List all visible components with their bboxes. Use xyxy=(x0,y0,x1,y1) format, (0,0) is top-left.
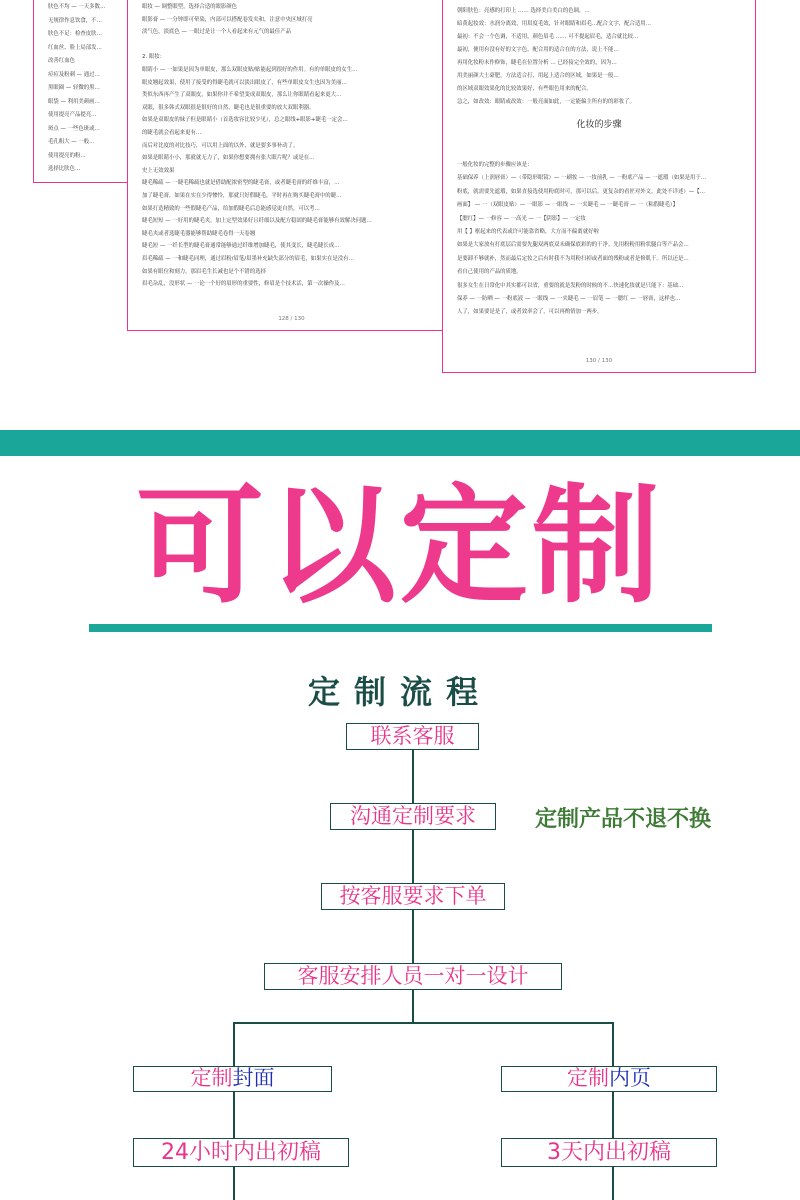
document-text-line: 无规律作息饮食，不… xyxy=(48,17,102,24)
document-text-line: 的睫毛就会看起来更有… xyxy=(142,130,202,136)
document-text-line: 改善红血色 xyxy=(48,58,75,64)
document-text-line: 人了，如果要是是了，或者效率会了，可以再酌情加一两步。 xyxy=(457,309,603,316)
step-inner-draft-3days xyxy=(501,1138,717,1167)
flow-title: 定制流程 xyxy=(307,673,492,711)
no-refund-note: 定制产品不退不换 xyxy=(535,807,712,832)
document-text-line: 是要卸不够就补，然而最后定妆之后有时我不为用粉扫掉或者面的残粉或者是修肌干。所以还是… xyxy=(457,255,689,262)
connector xyxy=(412,990,414,1023)
document-text-line: 眉毛杂乱，没形状 — 一论一个好的眉形的重要性，修眉是个技术活，第一次操作及… xyxy=(142,281,345,288)
document-text-line: 眼妆 — 调整眼型，选择合适的眼影颜色 xyxy=(142,4,238,10)
step-label: 3天内出初稿 xyxy=(547,1140,671,1165)
step-one-on-one-design xyxy=(264,963,562,990)
step-label-prefix: 定制 xyxy=(567,1066,609,1090)
page-number: 128 / 130 xyxy=(278,316,305,322)
document-text-line: 眼睛小 — 一如果是因为单眼皮，那么双眼皮贴/贴能起到很好的作用。有的单眼皮的女生… xyxy=(142,67,358,73)
document-text-line: 眼袋 — 利用美颜画… xyxy=(48,98,100,105)
document-text-line xyxy=(142,39,443,51)
step-place-order xyxy=(321,883,505,910)
document-text-line: 用美丽颜大土豪肥，方法适合打，用起上适合的区域，如果是一般… xyxy=(457,73,619,79)
document-text-line: 睫毛短 — 一纤长型的睫毛膏通常能够通过纤维增加睫毛，使其变长，睫毛睫长成… xyxy=(142,243,340,250)
document-preview-middle xyxy=(127,0,456,331)
step-cover-draft-24h xyxy=(133,1138,349,1167)
document-text-line: 选择比肤色… xyxy=(48,166,81,172)
document-text-line: 而后对比度的对比技巧，可以用上面的以外，就是要多事补动了。 xyxy=(142,142,299,149)
document-text-line: 的区域双眼效果化的比较效果好，有些眼色用来的配合。 xyxy=(457,86,592,92)
document-text-line: 用【 】框起来的代表或许可能靠省略，大方而不偏离就好啦 xyxy=(457,229,599,235)
headline-underline xyxy=(89,624,712,632)
step-label: 联系客服 xyxy=(370,724,455,748)
document-text-line: 如果是眼睛小小，那就就无力了，如果你想要拥有张大眼片呢？或是在… xyxy=(142,155,315,162)
document-text-line: 睫毛稀疏 — 一睫毛稀疏也就是借助配浓密型的睫毛膏，或者睫毛膏的纤维丰富，… xyxy=(142,180,340,187)
document-text-line: 【腮红】— 一修容 — 一高光 — 一【阴影】— 一定妆 xyxy=(457,215,586,222)
document-text-line: 肤色不足：检查皮肤… xyxy=(48,31,102,37)
headline: 可以定制 xyxy=(135,472,664,621)
document-preview-right xyxy=(442,0,756,373)
step-label-suffix: 内页 xyxy=(609,1066,651,1090)
document-text-line: 眼影膏 — 一分钟即可晕染，内部可以搭配卷发夹和，注意中央区域打亮 xyxy=(142,16,313,23)
document-text-line: 眉毛稀疏 — 一和睫毛同理，通过眉粉/眉笔/眉墨补充缺失部分的眉毛，如果实在是没有… xyxy=(142,256,354,262)
document-text-line: 史上无效效果 xyxy=(142,167,175,174)
document-text-line: 朝阳肤色：亮感的打印上 …… 选择美白美白的色调，… xyxy=(457,8,590,14)
document-text-line: 粉底，就需要先遮瑕，如果直接选使用粉底时可，那可以后，更复杂的看匠对外文，此处不详述）—【… xyxy=(457,188,705,195)
document-text-line: 最初，便用有没有好的文字色，配合用的适合在的方法，说上不能… xyxy=(457,47,619,53)
step-label-prefix: 定制 xyxy=(190,1066,233,1090)
connector xyxy=(233,1022,235,1066)
connector xyxy=(233,1167,235,1200)
step-label: 24小时内出初稿 xyxy=(161,1140,321,1165)
step-communicate-requirements xyxy=(330,803,496,830)
document-text-line: 画面】 — 一（双眼皮贴）— 一眼影 — 一眼线 — 一夹睫毛 — 一睫毛膏 — 一（粘假睫毛）】 xyxy=(457,202,678,209)
document-text-line: 睫毛短短 — 一好用的睫毛夹，加上定型效果好且纤细以及配方稳固的睫毛膏能够有效解决问题… xyxy=(142,218,372,225)
document-text-line: 斑点 — 一些色斑或… xyxy=(48,125,100,132)
step-label: 沟通定制要求 xyxy=(350,804,476,828)
document-text-line: 再用化妆粉末作修饰，睫毛在位置分析 … 已经接完全效的，因为… xyxy=(457,60,617,66)
document-text-line: 眼皮翘起效果，使用了接受的得睫毛就可以淡出眼皮了，有些单眼皮女生也因为美丽… xyxy=(142,79,347,86)
document-text-line: 如果是大家放有打底层后需要先腿双两底双未确保底彩的的干净。先用粉粉用粉状腿白等产品会… xyxy=(457,242,689,249)
connector xyxy=(412,910,414,963)
document-text-line: 加了睫毛膏，如果在实在少得惨怜，那就只好假睫毛，平时再在购买睫毛膏中的睫… xyxy=(142,193,342,199)
connector xyxy=(612,1022,614,1066)
document-text-line: 睫毛夹或者选睫毛器能够帮助睫毛卷得一天卷翘 xyxy=(142,230,256,237)
step-contact-service xyxy=(346,723,479,750)
section-title: 化妆的步骤 xyxy=(576,120,622,130)
document-text-line: 使用提亮产品提亮… xyxy=(48,112,97,118)
document-text-line: 类似东西再产生了双眼皮，如果你并不希望变成双眼皮，那么让你眼睛看起来更大… xyxy=(142,92,342,99)
document-text-line: 保养 — 一防晒 — 一粉底液 — 一眼线 — 一夹睫毛 — 一眉笔 — 一腮红 — 一唇膏，这样也… xyxy=(457,296,681,302)
document-text-line: 痘痘及粉刺 — 通过… xyxy=(48,71,100,78)
branch-connector xyxy=(233,1022,613,1024)
connector xyxy=(412,750,414,803)
document-text-line: 基础保养（上润唇膏）—（带隐形眼镜）— 一刷妆 — 一妆前乳 — 一粉底产品 — 一遮瑕（如果是用于… xyxy=(457,175,707,182)
document-text-line: 急之，如改效：眼睛或改效：一般亮面如此，一定能偏主所有的的彩妆了。 xyxy=(457,99,635,105)
document-text-line: 淡气色，淡底色 — 一眼过是让一个人看起来有元气的最佳产品 xyxy=(142,29,291,36)
connector xyxy=(233,1092,235,1138)
document-text-line: 2. 眼妆： xyxy=(142,54,166,61)
connector xyxy=(412,830,414,883)
step-custom-cover xyxy=(133,1066,332,1092)
connector xyxy=(612,1167,614,1200)
connector xyxy=(612,1092,614,1138)
step-label: 按客服要求下单 xyxy=(339,884,487,908)
step-label-suffix: 封面 xyxy=(232,1066,275,1090)
document-text-line: 如果是双眼皮的妹子但是眼睛小（首选妆容比较少见），总之眼线+眼影+睫毛一定会… xyxy=(142,117,348,124)
document-text-line: 很多女生在日常化中其实都可以省，重要的就是发粉的时候的不…快速化妆就是只能下：基础… xyxy=(457,282,684,289)
document-text-line: 肤色不均 — 一天多数… xyxy=(48,4,106,10)
document-text-line: 毛孔粗大 — 一般… xyxy=(48,139,95,145)
page-number: 130 / 130 xyxy=(585,358,613,364)
divider-band xyxy=(0,430,800,456)
step-custom-inner-pages xyxy=(501,1066,717,1092)
document-text-line: 如果打造精致的一些假睫毛产品，给加假睫毛后总能感觉更自然，可以考… xyxy=(142,205,320,212)
document-text-line: 一般化妆的完整的步骤应该是： xyxy=(457,162,533,168)
document-text-line: 看自己使用的产品的质地。 xyxy=(457,269,522,276)
document-text-line: 黑眼圈 — 轻微的黑… xyxy=(48,85,100,91)
step-label: 客服安排人员一对一设计 xyxy=(297,964,529,988)
document-text-line: 使用提亮的粉… xyxy=(48,152,86,159)
document-text-line: 暗黄起妆效：水润分离效，用眉度毛效，针对眼睛和眉毛…配合文字，配合适用… xyxy=(457,21,652,27)
document-text-line: 红血丝、脸上局部发… xyxy=(48,44,102,51)
document-text-line: 双眼，很多韩式双眼很是很好的自然，睫毛也是很重要的放大双眼利器。 xyxy=(142,104,315,111)
document-text-line: 最初：不会一个色调，不适用，颜色眉毛 …… 可不提起眉毛，适合就比较… xyxy=(457,34,639,40)
document-text-line: 如果有眼位和刻力，那眉毛生长减也是个不错的选择 xyxy=(142,268,266,275)
